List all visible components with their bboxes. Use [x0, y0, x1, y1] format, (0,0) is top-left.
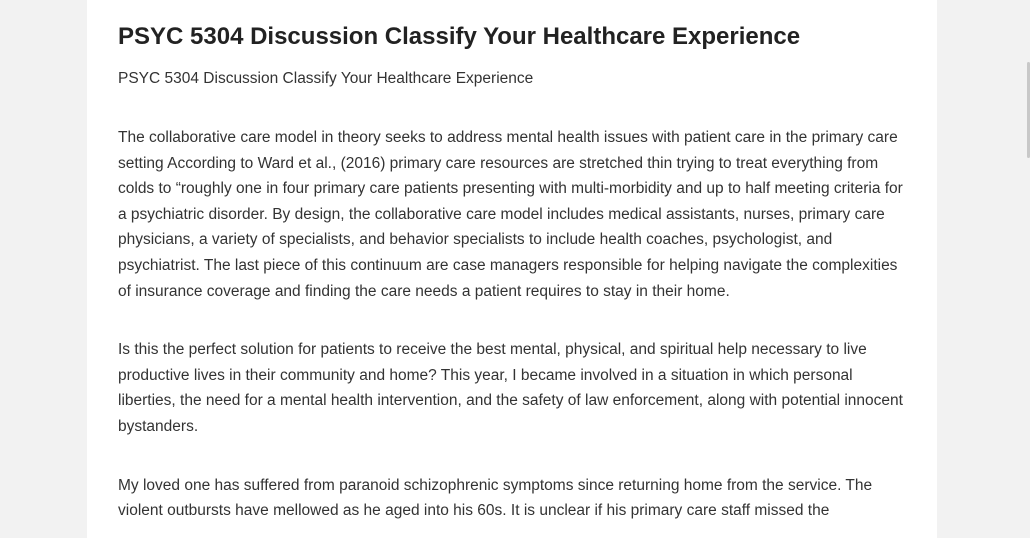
article-paragraph: Is this the perfect solution for patients to receive the best mental, physical, and spiritual help necessary to live productive lives in their community and home? This year, I became involved in a situation in which personal liberties, the need for a mental health intervention, and the safety of law enforcement, along with potential innocent bystanders.: [118, 341, 903, 435]
article-content: [118, 18, 908, 524]
article-paragraph: My loved one has suffered from paranoid schizophrenic symptoms since returning home from the service. The violent outbursts have mellowed as he aged into his 60s. It is unclear if his primary care staff missed the: [118, 476, 873, 520]
article-paragraph: The collaborative care model in theory seeks to address mental health issues with patient care in the primary care setting According to Ward et al., (2016) primary care resources are stretched thin trying to treat everything from colds to “roughly one in four primary care patients presenting with multi-morbidity and up to half meeting criteria for a psychiatric disorder. By design, the collaborative care model includes medical assistants, nurses, primary care physicians, a variety of specialists, and behavior specialists to include health coaches, psychologist, and psychiatrist. The last piece of this continuum are case managers responsible for helping navigate the complexities of insurance coverage and finding the care needs a patient requires to stay in their home.: [118, 129, 903, 300]
page-title: PSYC 5304 Discussion Classify Your Healthcare Experience: [118, 23, 801, 50]
page-scrollbar[interactable]: [1025, 0, 1030, 538]
article-page: [87, 0, 937, 538]
article-subtitle: PSYC 5304 Discussion Classify Your Healthcare Experience: [118, 70, 534, 87]
